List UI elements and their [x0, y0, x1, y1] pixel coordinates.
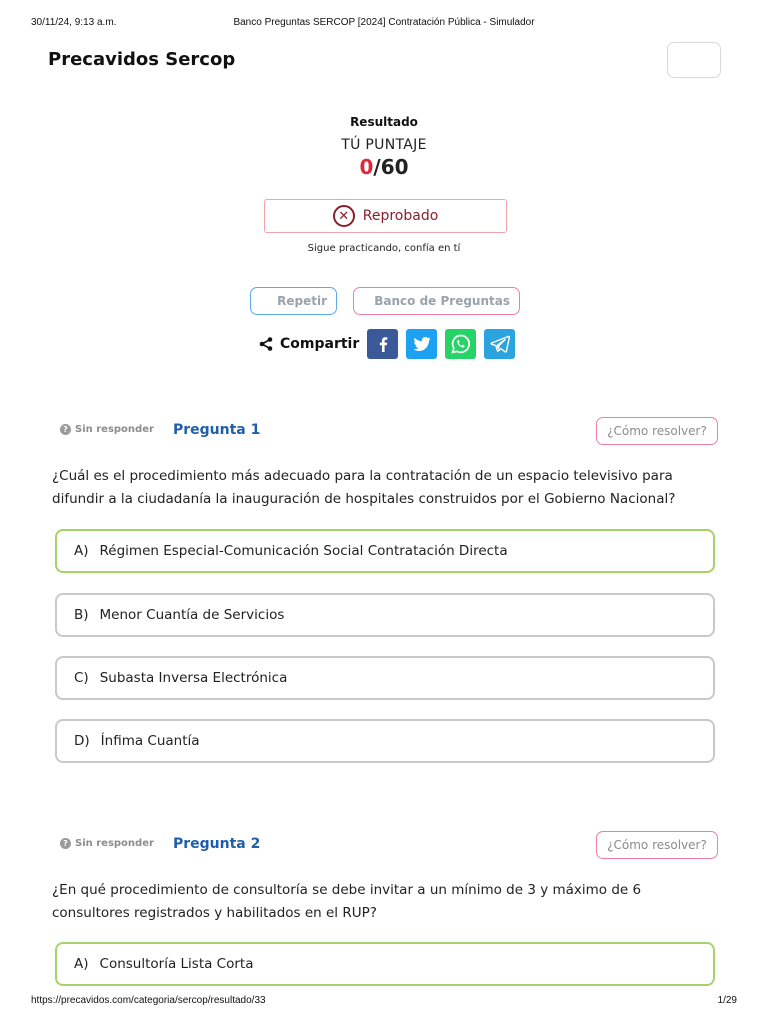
- print-header: [31, 17, 737, 31]
- question-bank-button[interactable]: Banco de Preguntas: [353, 287, 520, 315]
- question-header: [0, 417, 768, 447]
- print-url: https://precavidos.com/categoria/sercop/resultado/33: [31, 995, 266, 1006]
- brand-title[interactable]: Precavidos Sercop: [48, 49, 236, 70]
- score-got: 0: [359, 155, 374, 179]
- option-letter: C): [74, 670, 89, 686]
- option-letter: B): [74, 607, 89, 623]
- score-total: /60: [373, 155, 409, 179]
- question-header: [0, 831, 768, 861]
- question-text: ¿En qué procedimiento de consultoría se debe invitar a un mínimo de 3 y máximo de 6 consultores registrados y habilitados en el RUP?: [52, 882, 642, 921]
- option-letter: D): [74, 733, 90, 749]
- status-text: Reprobado: [362, 208, 439, 224]
- option-d[interactable]: [55, 719, 715, 763]
- option-letter: A): [74, 956, 89, 972]
- question-mark-icon: ?: [60, 838, 71, 849]
- menu-button[interactable]: [667, 42, 721, 78]
- result-label: Resultado: [350, 115, 418, 129]
- facebook-icon: [376, 336, 390, 352]
- whatsapp-icon: [451, 334, 471, 354]
- share-row: [258, 329, 523, 359]
- option-text: Ínfima Cuantía: [100, 733, 200, 749]
- repeat-button[interactable]: Repetir: [250, 287, 337, 315]
- telegram-icon: [490, 335, 510, 353]
- status-badge: [264, 199, 507, 233]
- print-footer: [31, 995, 737, 1009]
- how-to-solve-button[interactable]: ¿Cómo resolver?: [596, 417, 718, 445]
- question-status-text: Sin responder: [75, 838, 154, 849]
- option-a[interactable]: [55, 529, 715, 573]
- option-text: Régimen Especial-Comunicación Social Contratación Directa: [99, 543, 508, 559]
- result-panel: [0, 115, 768, 179]
- whatsapp-share-button[interactable]: [445, 329, 476, 359]
- question-number: Pregunta 1: [173, 422, 261, 438]
- option-text: Subasta Inversa Electrónica: [99, 670, 288, 686]
- option-c[interactable]: [55, 656, 715, 700]
- score-value: [0, 155, 768, 179]
- question-status-text: Sin responder: [75, 424, 154, 435]
- question-mark-icon: ?: [60, 424, 71, 435]
- print-date: 30/11/24, 9:13 a.m.: [31, 17, 117, 28]
- print-document-title: Banco Preguntas SERCOP [2024] Contratación Pública - Simulador: [233, 17, 535, 28]
- encourage-message: Sigue practicando, confía en tí: [307, 243, 461, 254]
- score-label: TÚ PUNTAJE: [341, 137, 427, 153]
- how-to-solve-button[interactable]: ¿Cómo resolver?: [596, 831, 718, 859]
- option-a[interactable]: [55, 942, 715, 986]
- option-letter: A): [74, 543, 89, 559]
- telegram-share-button[interactable]: [484, 329, 515, 359]
- question-status: [60, 838, 154, 849]
- twitter-share-button[interactable]: [406, 329, 437, 359]
- twitter-icon: [413, 336, 431, 352]
- print-page-number: 1/29: [717, 995, 737, 1006]
- question-number: Pregunta 2: [173, 836, 261, 852]
- question-text: ¿Cuál es el procedimiento más adecuado para la contratación de un espacio televisivo para difundir a la ciudadanía la inauguración de hospitales construidos por el Gobierno Nacional?: [52, 468, 676, 507]
- fail-x-icon: ✕: [333, 205, 355, 227]
- option-text: Consultoría Lista Corta: [99, 956, 254, 972]
- option-b[interactable]: [55, 593, 715, 637]
- facebook-share-button[interactable]: [367, 329, 398, 359]
- question-status: [60, 424, 154, 435]
- share-label: Compartir: [280, 336, 360, 352]
- share-icon: [258, 336, 274, 352]
- option-text: Menor Cuantía de Servicios: [99, 607, 285, 623]
